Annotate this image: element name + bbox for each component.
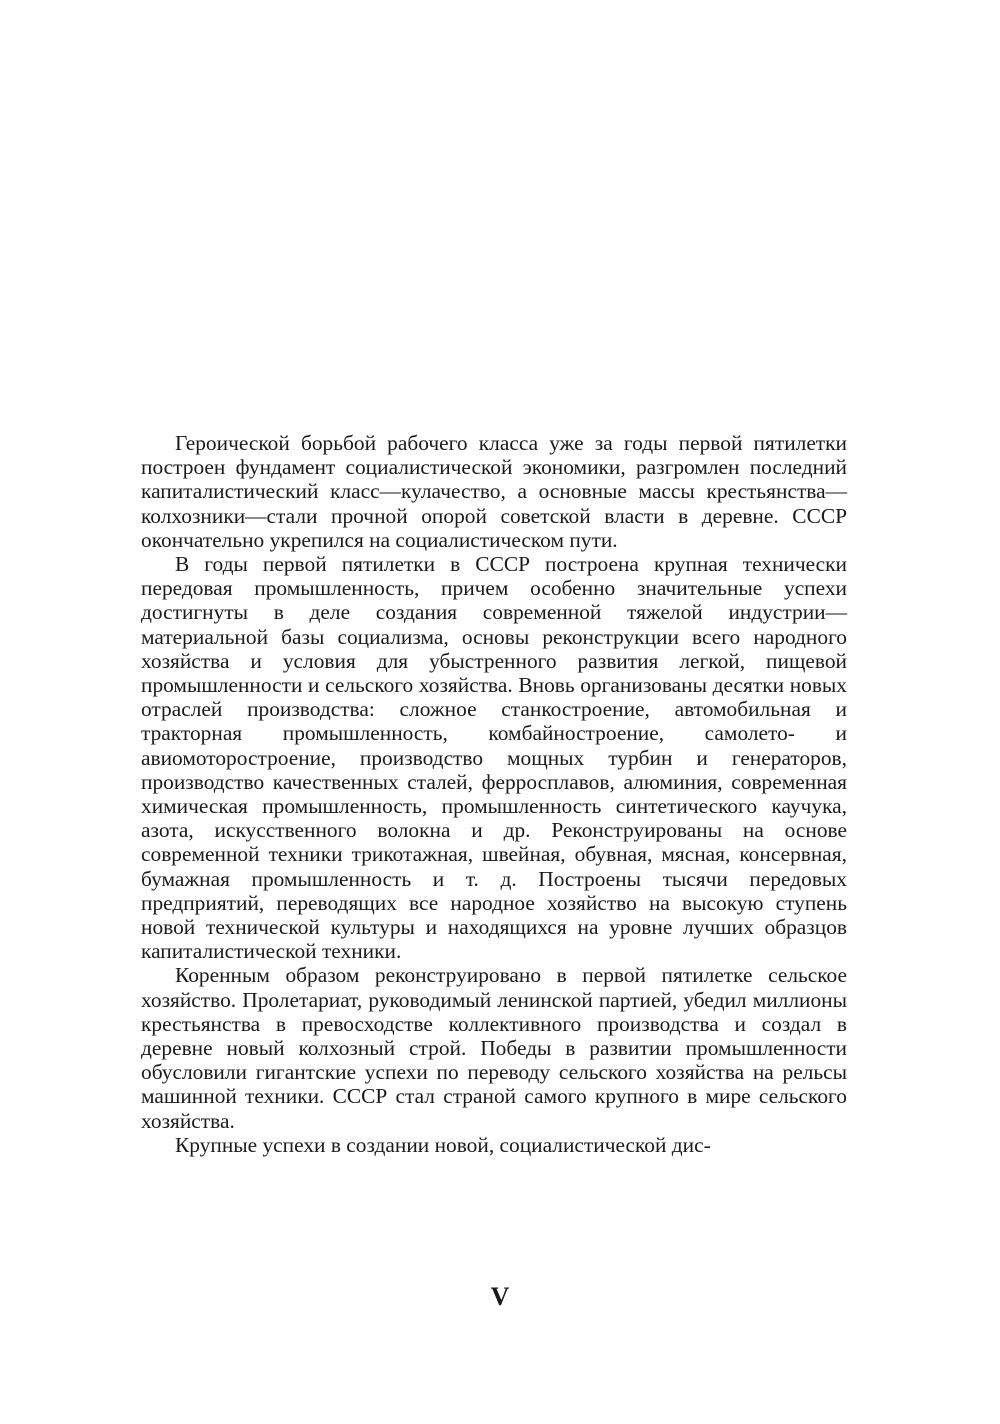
paragraph: Героической борьбой рабочего класса уже за годы первой пятилетки построен фундамент социалистической экономики, разгромлен последний капиталистический класс—кулачество, а основные массы крестьянства—колхозники—стали прочной опорой советской власти в деревне. СССР окончательно укрепился на социалистическом пути. (141, 431, 847, 552)
paragraph: В годы первой пятилетки в СССР построена крупная технически передовая промышленность, причем особенно значительные успехи достигнуты в деле создания современной тяжелой индустрии—материальной базы социализма, основы реконструкции всего народного хозяйства и условия для убыстренного развития легкой, пищевой промышленности и сельского хозяйства. Вновь организованы десятки новых отраслей производства: сложное станкостроение, автомобильная и тракторная промышленность, комбайностроение, самолето- и авиомоторостроение, производство мощных турбин и генераторов, производство качественных сталей, ферросплавов, алюминия, современная химическая промышленность, промышленность синтетического каучука, азота, искусственного волокна и др. Реконструированы на основе современной техники трикотажная, швейная, обувная, мясная, консервная, бумажная промышленность и т. д. Построены тысячи передовых предприятий, переводящих все народное хозяйство на высокую ступень новой технической культуры и находящихся на уровне лучших образцов капиталистической техники. (141, 552, 847, 964)
page-number: V (490, 1282, 510, 1311)
paragraph: Крупные успехи в создании новой, социалистической дис- (175, 1132, 711, 1157)
body-text (141, 431, 847, 1157)
paragraph: Коренным образом реконструировано в первой пятилетке сельское хозяйство. Пролетариат, руководимый ленинской партией, убедил миллионы крестьянства в превосходстве коллективного производства и создал в деревне новый колхозный строй. Победы в развитии промышленности обусловили гигантские успехи по переводу сельского хозяйства на рельсы машинной техники. СССР стал страной самого крупного в мире сельского хозяйства. (141, 963, 847, 1133)
